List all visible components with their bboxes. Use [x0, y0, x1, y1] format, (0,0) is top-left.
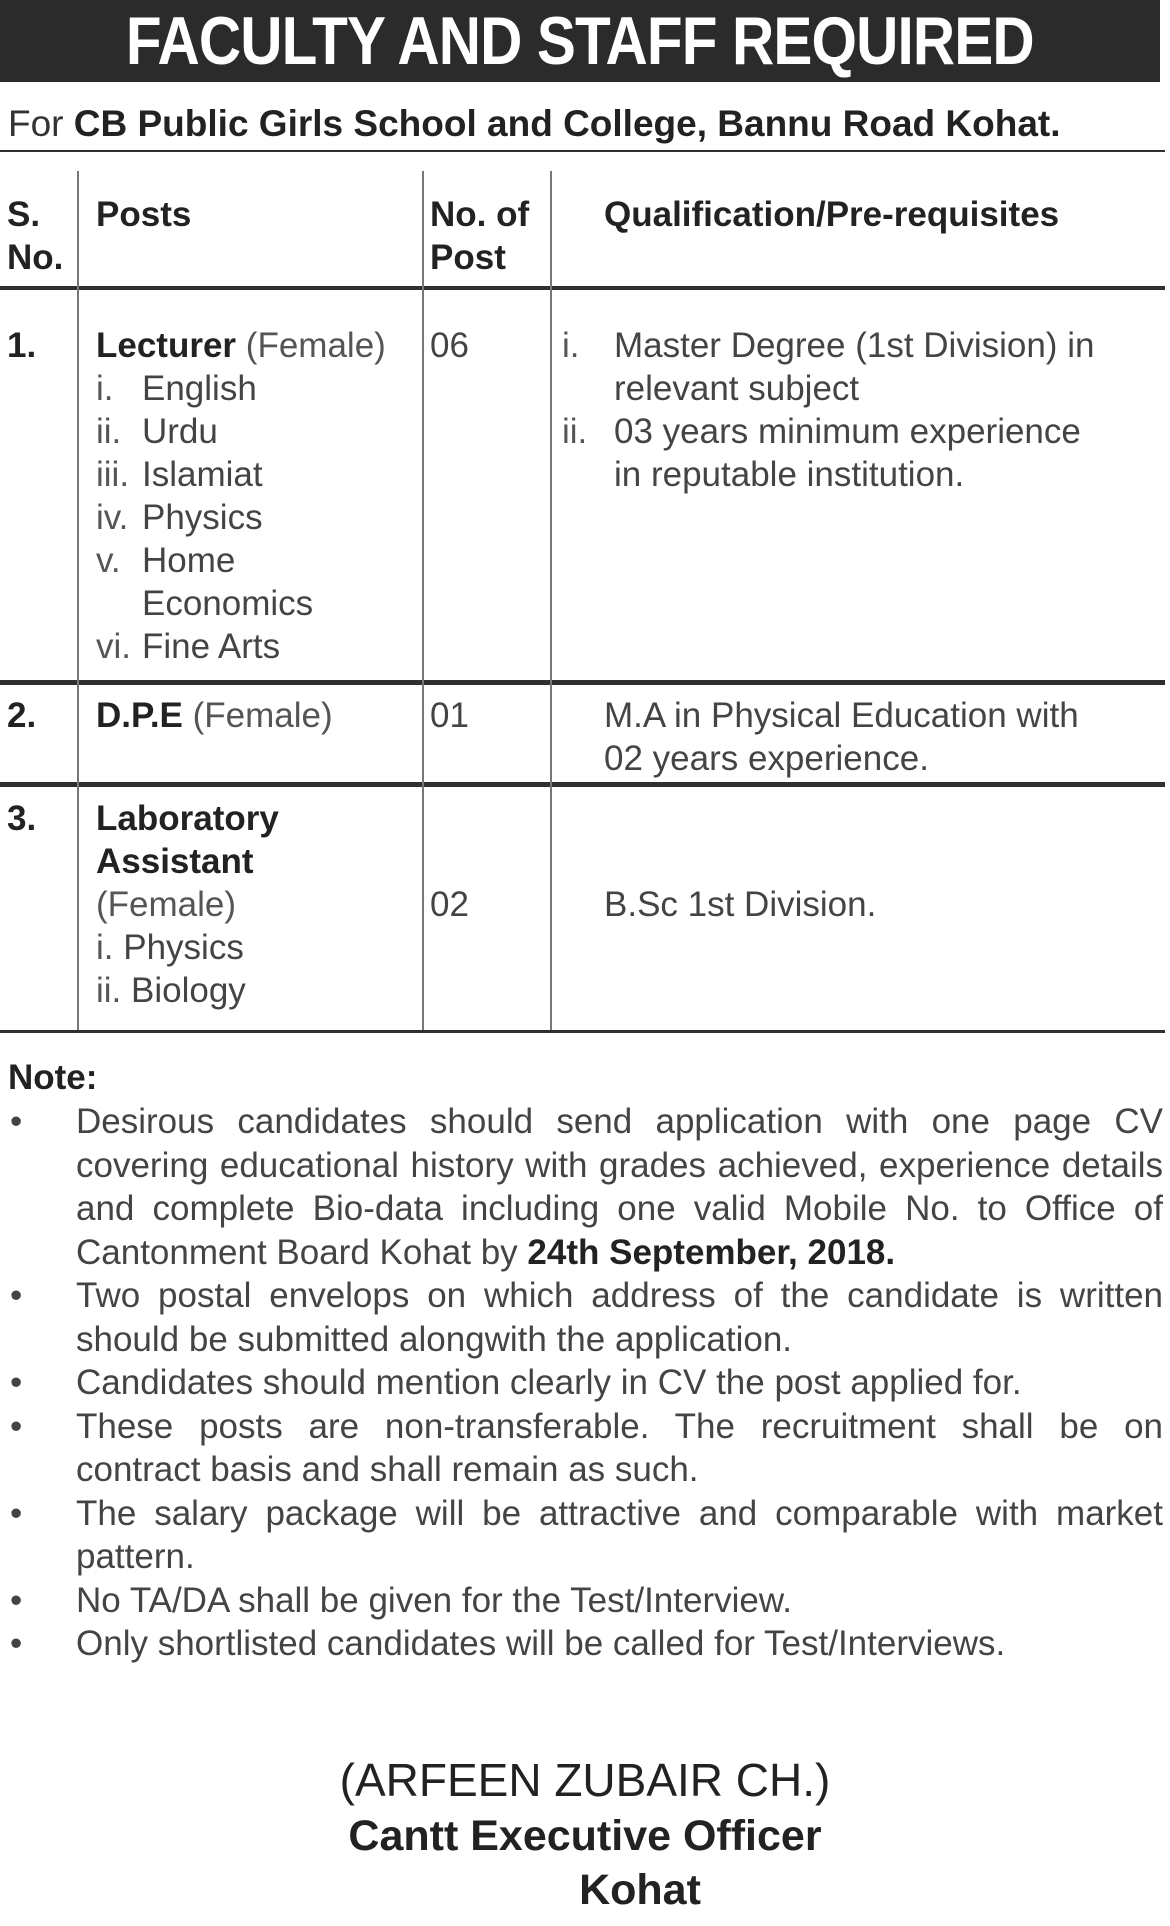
note-item: • Two postal envelops on which address of the candidate is written should be submitted alongwith the application.	[8, 1274, 1163, 1361]
note-item: • These posts are non-transferable. The recruitment shall be on contract basis and shall remain as such.	[8, 1405, 1163, 1492]
row-1-subject: iii. Islamiat	[96, 455, 263, 494]
column-divider-1	[77, 171, 79, 1030]
bullet-icon: •	[10, 1102, 23, 1141]
row-3-post	[96, 797, 421, 1012]
header-banner	[0, 0, 1160, 82]
row-1-subject: iv. Physics	[96, 498, 263, 537]
column-header-no-of-post	[430, 193, 529, 279]
row-3-count: 02	[430, 885, 469, 924]
row-3-sno: 3.	[7, 799, 37, 838]
school-name: CB Public Girls School and College, Bannu Road Kohat.	[73, 103, 1061, 144]
row-1-subject: Economics	[142, 584, 314, 623]
row-1-qualification: ii. 03 years minimum experience in reputable institution.	[562, 412, 1081, 494]
note-item: • Candidates should mention clearly in CV the post applied for.	[8, 1361, 1163, 1405]
row-1-qualifications	[562, 324, 1167, 496]
row-1-post-gender: (Female)	[245, 326, 386, 365]
row-3-post-title-line1: Laboratory	[96, 799, 279, 838]
bullet-icon: •	[10, 1580, 23, 1620]
page-title: FACULTY AND STAFF REQUIRED	[126, 3, 1034, 79]
signatory-name: (ARFEEN ZUBAIR CH.)	[339, 1754, 831, 1806]
column-header-qualification: Qualification/Pre-requisites	[604, 195, 1060, 234]
divider-row1-bottom	[0, 680, 1165, 685]
column-header-sno	[7, 193, 63, 279]
column-header-no-of-post-line2: Post	[430, 238, 506, 277]
note-item: • Only shortlisted candidates will be called for Test/Interviews.	[8, 1622, 1163, 1666]
row-1-post-title: Lecturer	[96, 326, 237, 365]
divider-top	[0, 150, 1165, 152]
divider-table-bottom	[0, 1030, 1165, 1033]
column-divider-2	[422, 171, 424, 1030]
bullet-icon: •	[10, 1624, 23, 1663]
column-header-posts: Posts	[96, 195, 192, 234]
note-item: • The salary package will be attractive and comparable with market pattern.	[8, 1492, 1163, 1579]
bullet-icon: •	[10, 1363, 23, 1402]
deadline-date: 24th September, 2018.	[527, 1232, 896, 1272]
row-3-post-gender: (Female)	[96, 885, 237, 924]
row-1-subject: vi. Fine Arts	[96, 627, 281, 666]
notes-list	[8, 1100, 1163, 1666]
bullet-icon: •	[10, 1493, 23, 1533]
row-2-count: 01	[430, 696, 469, 735]
row-2-qualification: M.A in Physical Education with 02 years experience.	[604, 696, 1079, 778]
row-3-subject: i. Physics	[96, 928, 244, 967]
row-1-subject: ii. Urdu	[96, 412, 218, 451]
row-3-qualification: B.Sc 1st Division.	[604, 885, 877, 924]
row-1-post	[96, 324, 421, 668]
notes-title: Note:	[8, 1058, 98, 1097]
signatory-designation: Cantt Executive Officer	[348, 1812, 822, 1860]
row-3-subject: ii. Biology	[96, 971, 246, 1010]
column-header-no-of-post-line1: No. of	[430, 195, 530, 234]
signatory-location: Kohat	[579, 1866, 701, 1914]
divider-row2-bottom	[0, 782, 1165, 787]
row-3-post-title-line2: Assistant	[96, 842, 254, 881]
row-1-subject: v. Home	[96, 541, 236, 580]
row-1-subject: i. English	[96, 369, 257, 408]
row-2-post-gender: (Female)	[192, 696, 333, 735]
subtitle	[8, 103, 1061, 145]
subtitle-prefix: For	[8, 103, 74, 144]
bullet-icon: •	[10, 1406, 23, 1446]
row-1-qualification: i. Master Degree (1st Division) in relevant subject	[562, 326, 1095, 408]
bullet-icon: •	[10, 1276, 23, 1315]
column-header-sno-line1: S.	[7, 195, 41, 234]
row-2-sno: 2.	[7, 696, 37, 735]
row-1-sno: 1.	[7, 326, 37, 365]
divider-header-bottom	[0, 286, 1165, 290]
column-divider-3	[550, 171, 552, 1030]
row-2-post	[96, 694, 333, 737]
note-item: • No TA/DA shall be given for the Test/Interview.	[8, 1579, 1163, 1623]
note-item: • Desirous candidates should send application with one page CV covering educational history with grades achieved, experience details and complete Bio-data including one valid Mobile No. to Office of Cantonment Board Kohat by 24th September, 2018.	[8, 1100, 1163, 1274]
column-header-sno-line2: No.	[7, 238, 64, 277]
row-2-post-title: D.P.E	[96, 696, 183, 735]
row-1-count: 06	[430, 326, 469, 365]
